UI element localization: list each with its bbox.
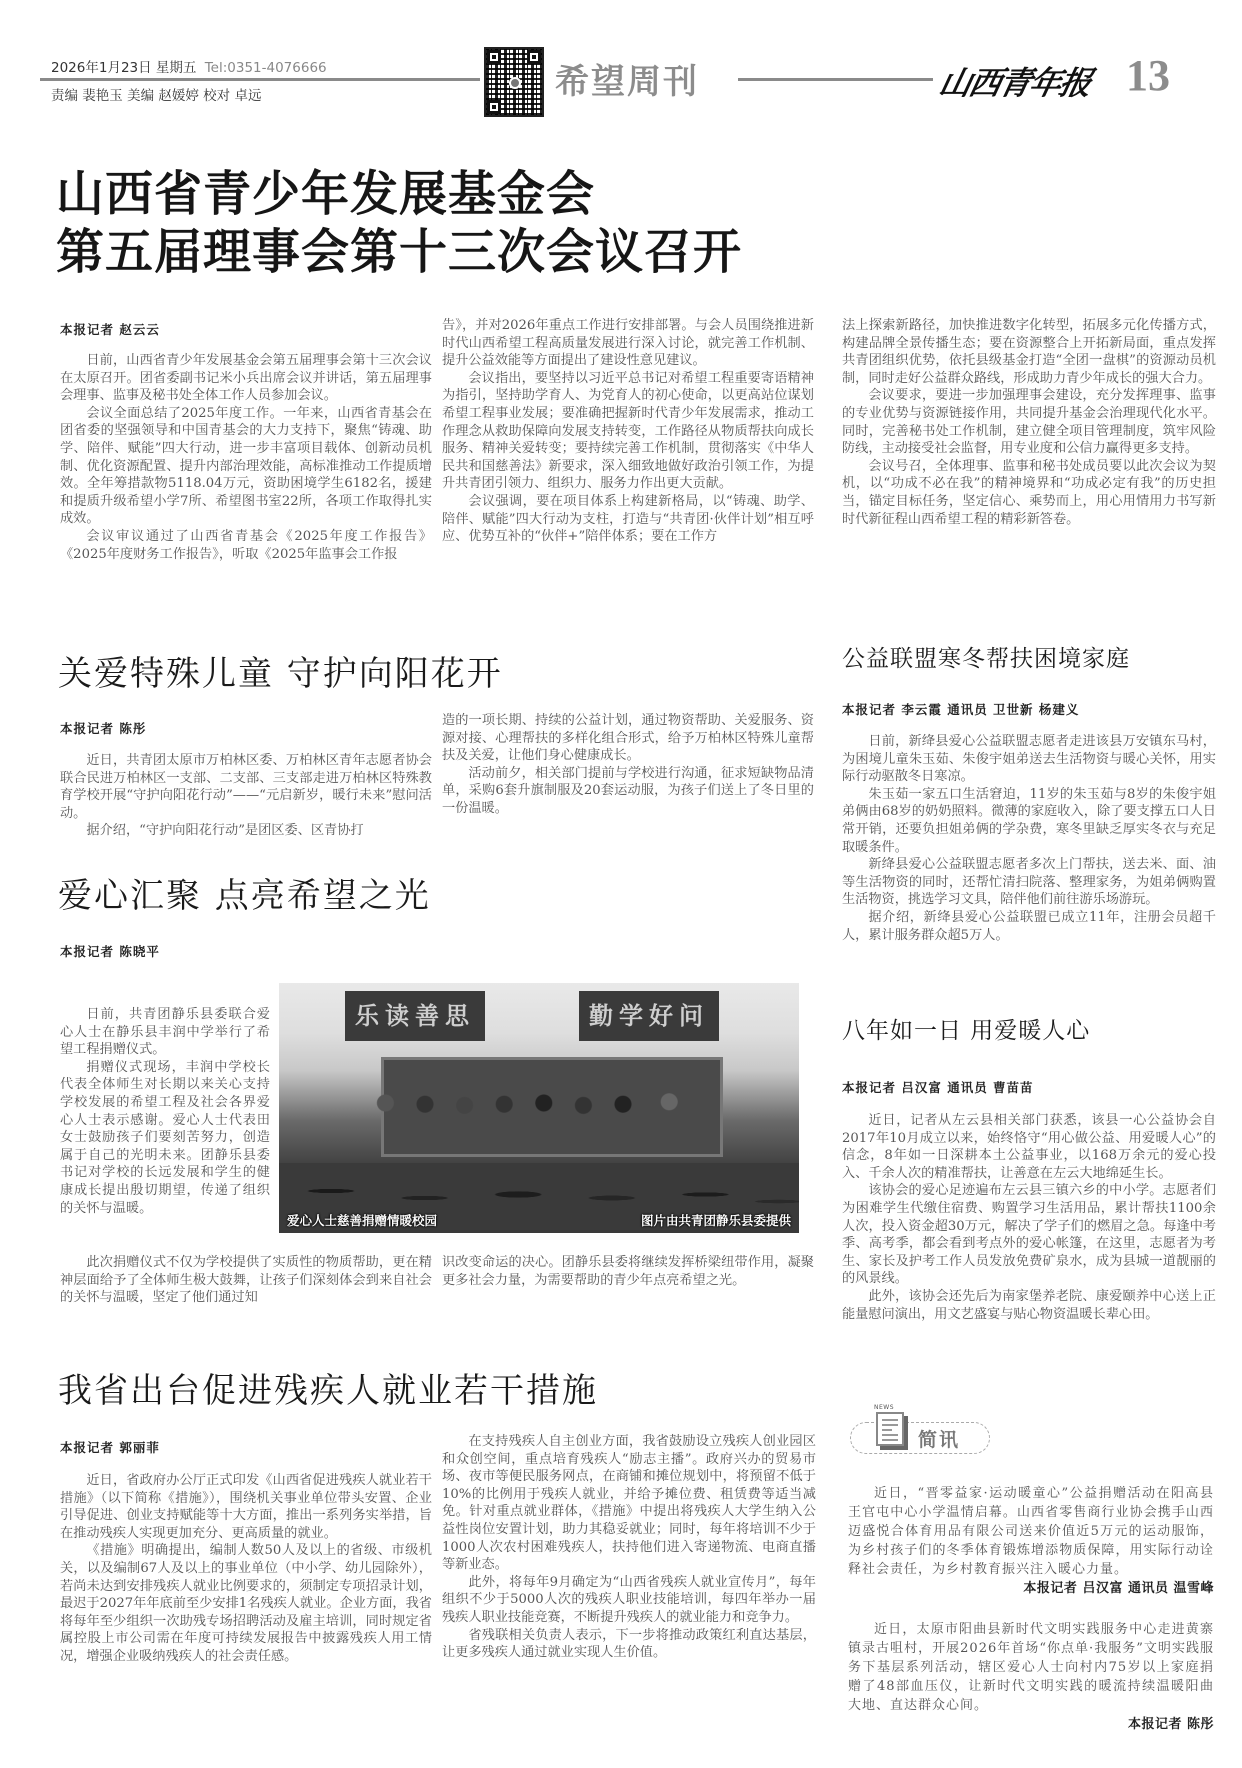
- brief-text: 近日，“晋零益家·运动暖童心”公益捐赠活动在阳高县王官屯中心小学温情启幕。山西省零售商行业协会携手山西迈盛悦合体育用品有限公司送来价值近5万元的运动服饰，为乡村孩子们的冬季体育锻炼增添物质保障，用实际行动诠释社会责任，为乡村教育振兴注入暖心力量。: [848, 1486, 1214, 1577]
- page-number: 13: [1126, 51, 1170, 100]
- photo-caption: 爱心人士慈善捐赠情暖校园: [287, 1213, 438, 1228]
- paragraph: 会议号召，全体理事、监事和秘书处成员要以此次会议为契机，以“功成不必在我”的精神境界和“功成必定有我”的历史担当，锚定目标任务，坚定信心、乘势而上，用心用情用力书写新时代新征程山西希望工程的精彩新答卷。: [842, 458, 1216, 527]
- eight-years-headline: 八年如一日 用爱暖人心: [842, 1018, 1091, 1044]
- brief-text: 近日，太原市阳曲县新时代文明实践服务中心走进黄寨镇录古咀村，开展2026年首场“你点单·我服务”文明实践服务下基层系列活动，辖区爱心人士向村内75岁以上家庭捐赠了48部血压仪，让新时代文明实践的暖流持续温暖阳曲大地、直达群众心间。: [848, 1622, 1214, 1713]
- paragraph: 在支持残疾人自主创业方面，我省鼓励设立残疾人创业园区和众创空间，重点培育残疾人“励志主播”。政府兴办的贸易市场、夜市等便民服务网点，在商铺和摊位规划中，将预留不低于10%的比例用于残疾人就业，并给予摊位费、租赁费等适当减免。针对重点就业群体，《措施》中提出将残疾人大学生纳入公益性岗位安置计划，助力其稳妥就业；同时，每年将培训不少于1000人次农村困难残疾人，扶持他们进入寄递物流、电商直播等新业态。: [442, 1434, 816, 1573]
- paragraph: 此外，该协会还先后为南家堡养老院、康爱颐养中心送上正能量慰问演出，用文艺盛宴与贴心物资温暖长辈心田。: [842, 1288, 1216, 1322]
- paragraph: 活动前夕，相关部门提前与学校进行沟通，征求短缺物品清单，采购6套升旗制服及20套运动服，为孩子们送上了冬日里的一份温暖。: [442, 765, 814, 816]
- hope-light-column-2: [60, 1254, 432, 1307]
- main-column-3: [842, 317, 1216, 528]
- paragraph: 日前，新绛县爱心公益联盟志愿者走进该县万安镇东马村，为困境儿童朱玉茹、朱俊宇姐弟送去生活物资与暖心关怀，用实际行动驱散冬日寒凉。: [842, 734, 1216, 785]
- eight-years-byline: 本报记者 吕汉富 通讯员 曹苗苗: [842, 1080, 1034, 1095]
- newspaper-logo: 山西青年报: [935, 64, 1094, 102]
- paragraph: 近日，共青团太原市万柏林区委、万柏林区青年志愿者协会联合民进万柏林区一支部、二支部、三支部走进万柏林区特殊教育学校开展“守护向阳花行动”——“元启新岁，暖行未来”慰问活动。: [60, 753, 432, 821]
- paragraph: 告》，并对2026年重点工作进行安排部署。与会人员围绕推进新时代山西希望工程高质量发展进行深入讨论，就完善工作机制、提升公益效能等方面提出了建设性意见建议。: [442, 318, 814, 369]
- paragraph: 日前，共青团静乐县委联合爱心人士在静乐县丰润中学举行了希望工程捐赠仪式。: [60, 1007, 270, 1058]
- disabled-employment-byline: 本报记者 郭丽菲: [60, 1440, 160, 1455]
- paragraph: 近日，省政府办公厅正式印发《山西省促进残疾人就业若干措施》（以下简称《措施》），围绕机关事业单位带头安置、企业引导促进、创业支持赋能等十大方面，推出一系列务实举措，旨在推动残疾人实现更加充分、更高质量的就业。: [60, 1473, 432, 1541]
- paragraph: 会议要求，要进一步加强理事会建设，充分发挥理事、监事的专业优势与资源链接作用，共同提升基金会治理现代化水平。同时，完善秘书处工作机制，建立健全项目管理制度，筑牢风险防线，主动接受社会监督，用专业度和公信力赢得更多支持。: [842, 388, 1216, 457]
- paragraph: 会议审议通过了山西省青基会《2025年度工作报告》《2025年度财务工作报告》，听取《2025年监事会工作报: [60, 528, 432, 562]
- news-icon-text: NEWS: [874, 1404, 895, 1411]
- special-children-column-2: [442, 712, 814, 818]
- main-headline: [56, 165, 742, 281]
- photo-banner-right: 勤学好问: [579, 991, 719, 1041]
- paragraph: 会议全面总结了2025年度工作。一年来，山西省青基会在团省委的坚强领导和中国青基会的大力支持下，聚焦“铸魂、助学、陪伴、赋能”四大行动，进一步丰富项目载体、创新动员机制、优化资源配置、提升内部治理效能，高标准推动工作提质增效。全年筹措款物5118.04万元，资助困境学生6182名，援建和提质升级希望小学7所、希望图书室22所，各项工作取得扎实成效。: [60, 405, 432, 527]
- poor-families-column: [842, 733, 1216, 944]
- paragraph: 捐赠仪式现场，丰润中学校长代表全体师生对长期以来关心支持学校发展的希望工程及社会各界爱心人士表示感谢。爱心人士代表田女士鼓励孩子们要刻苦努力，创造属于自己的光明未来。团静乐县委书记对学校的长远发展和学生的健康成长提出殷切期望，传递了组织的关怀与温暖。: [60, 1059, 270, 1216]
- brief-signature: 本报记者 吕汉富 通讯员 温雪峰: [1023, 1581, 1214, 1596]
- disabled-employment-headline: 我省出台促进残疾人就业若干措施: [58, 1371, 598, 1411]
- main-byline: 本报记者 赵云云: [60, 322, 160, 337]
- hope-light-column-3: [442, 1254, 814, 1289]
- poor-families-byline: 本报记者 李云霞 通讯员 卫世新 杨建义: [842, 702, 1080, 717]
- brief-signature: 本报记者 陈彤: [1127, 1717, 1214, 1732]
- header-rule-left: [40, 78, 480, 81]
- brief-item-2: [848, 1620, 1214, 1734]
- paragraph: 该协会的爱心足迹遍布左云县三镇六乡的中小学。志愿者们为困难学生代缴住宿费、购置学习生活用品，累计帮扶1100余人次，投入资金超30万元，解决了学子们的燃眉之急。每逢中考季、高考季，都会看到考点外的爱心帐篷，在这里，志愿者为考生、家长及护考工作人员发放免费矿泉水，成为县城一道靓丽的的风景线。: [842, 1183, 1216, 1287]
- news-brief-label: 简讯: [918, 1429, 961, 1451]
- disabled-employment-column-1: [60, 1472, 432, 1666]
- main-headline-line1: 山西省青少年发展基金会: [56, 166, 596, 222]
- disabled-employment-column-2: [442, 1433, 816, 1662]
- newspaper-icon: [874, 1404, 904, 1446]
- poor-families-headline: 公益联盟寒冬帮扶困境家庭: [842, 646, 1130, 672]
- donation-ceremony-photo: [279, 983, 799, 1233]
- paragraph: 据介绍，新绛县爱心公益联盟已成立11年，注册会员超千人，累计服务群众超5万人。: [842, 909, 1216, 943]
- header-rule-right: [738, 78, 933, 81]
- paragraph: 法上探索新路径，加快推进数字化转型，拓展多元化传播方式，构建品牌全景传播生态；要在资源整合上开拓新局面，重点发挥共青团组织优势，依托县级基金打造“全团一盘棋”的资源动员机制，同时走好公益群众路线，形成助力青少年成长的强大合力。: [842, 318, 1216, 386]
- paragraph: 此外，将每年9月确定为“山西省残疾人就业宣传月”，每年组织不少于5000人次的残疾人职业技能培训，每四年举办一届残疾人职业技能竞赛，不断提升残疾人的就业能力和竞争力。: [442, 1574, 816, 1625]
- special-children-column-1: [60, 752, 432, 840]
- section-title: 希望周刊: [555, 62, 699, 102]
- hope-light-byline: 本报记者 陈晓平: [60, 944, 160, 959]
- paragraph: 《措施》明确提出，编制人数50人及以上的省级、市级机关，以及编制67人及以上的事业单位（中小学、幼儿园除外），若尚未达到安排残疾人就业比例要求的，须制定专项招录计划，最迟于2027年年底前至少安排1名残疾人就业。企业方面，我省将每年至少组织一次助残专场招聘活动及雇主培训，同时规定省属控股上市公司需在年度可持续发展报告中披露残疾人用工情况，增强企业吸纳残疾人的社会责任感。: [60, 1543, 432, 1664]
- paragraph: 朱玉茹一家五口生活窘迫，11岁的朱玉茹与8岁的朱俊宇姐弟俩由68岁的奶奶照料。微薄的家庭收入，除了要支撑五口人日常开销，还要负担姐弟俩的学杂费，寒冬里缺乏厚实冬衣与充足取暖条件。: [842, 786, 1216, 855]
- main-column-1: [60, 352, 432, 563]
- paragraph: 日前，山西省青少年发展基金会第五届理事会第十三次会议在太原召开。团省委副书记米小兵出席会议并讲话，第五届理事会理事、监事及秘书处全体工作人员参加会议。: [60, 353, 432, 404]
- eight-years-column: [842, 1112, 1216, 1323]
- photo-banner-left: 乐读善思: [345, 991, 485, 1041]
- paragraph: 省残联相关负责人表示，下一步将推动政策红利直达基层，让更多残疾人通过就业实现人生价值。: [442, 1627, 816, 1661]
- paragraph: 识改变命运的决心。团静乐县委将继续发挥桥梁纽带作用，凝聚更多社会力量，为需要帮助的青少年点亮希望之光。: [442, 1255, 814, 1288]
- people-group: [359, 1091, 689, 1151]
- paragraph: 新绛县爱心公益联盟志愿者多次上门帮扶，送去米、面、油等生活物资的同时，还帮忙清扫院落、整理家务，为姐弟俩购置生活物资，挑选学习文具，陪伴他们前往游乐场游玩。: [842, 857, 1216, 908]
- issue-date: 2026年1月23日 星期五: [51, 60, 197, 76]
- telephone: Tel:0351-4076666: [204, 60, 327, 76]
- photo-credit: 图片由共青团静乐县委提供: [640, 1213, 791, 1228]
- paragraph: 会议强调，要在项目体系上构建新格局，以“铸魂、助学、陪伴、赋能”四大行动为支柱，打造与“共青团·伙伴计划”相互呼应、优势互补的“伙伴+”陪伴体系；要在工作方: [442, 493, 814, 545]
- paragraph: 造的一项长期、持续的公益计划，通过物资帮助、关爱服务、资源对接、心理帮扶的多样化组合形式，给予万柏林区特殊儿童帮扶及关爱，让他们身心健康成长。: [442, 713, 814, 764]
- special-children-byline: 本报记者 陈彤: [60, 721, 147, 736]
- qr-code-icon[interactable]: [484, 47, 544, 117]
- editor-credits: 责编 裴艳玉 美编 赵媛婷 校对 卓远: [51, 88, 262, 104]
- main-headline-line2: 第五届理事会第十三次会议召开: [56, 224, 743, 280]
- main-column-2: [442, 317, 814, 546]
- hope-light-column-1: [60, 1006, 270, 1217]
- paragraph: 据介绍，“守护向阳花行动”是团区委、区青协打: [86, 823, 364, 839]
- special-children-headline: 关爱特殊儿童 守护向阳花开: [58, 654, 503, 694]
- paragraph: 此次捐赠仪式不仅为学校提供了实质性的物质帮助，更在精神层面给予了全体师生极大鼓舞，让孩子们深刻体会到来自社会的关怀与温暖，坚定了他们通过知: [60, 1255, 432, 1306]
- paragraph: 近日，记者从左云县相关部门获悉，该县一心公益协会自2017年10月成立以来，始终恪守“用心做公益、用爱暖人心”的信念，8年如一日深耕本土公益事业，以168万余元的爱心投入、千余人次的精准帮扶，让善意在左云大地绵延生长。: [842, 1113, 1216, 1181]
- brief-item-1: [848, 1484, 1214, 1598]
- paragraph: 会议指出，要坚持以习近平总书记对希望工程重要寄语精神为指引，坚持助学育人、为党育人的初心使命，以更高站位谋划希望工程事业发展；要准确把握新时代青少年发展需求，推动工作理念从救助保障向发展支持转变，工作路径从物质帮扶向成长服务、精神关爱转变；要持续完善工作机制，贯彻落实《中华人民共和国慈善法》新要求，深入细致地做好政治引领工作，为提升共青团引领力、组织力、服务力作出更大贡献。: [442, 370, 814, 492]
- hope-light-headline: 爱心汇聚 点亮希望之光: [58, 876, 431, 916]
- issue-date-line: [51, 56, 327, 76]
